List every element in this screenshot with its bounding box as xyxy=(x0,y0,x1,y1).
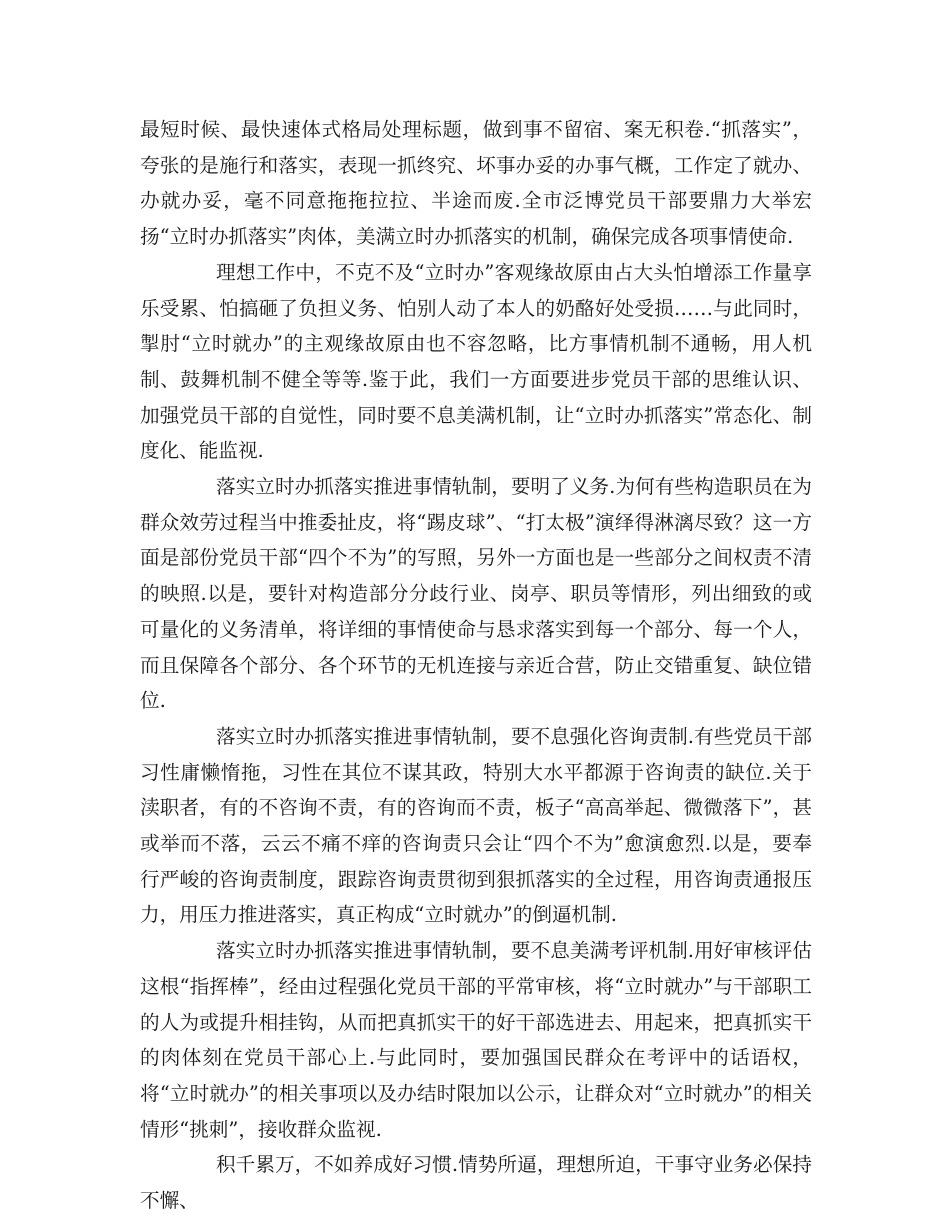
paragraph-5: 落实立时办抓落实推进事情轨制，要不息美满考评机制.用好审核评估这根“指挥棒”，经由过程强化党员干部的平常审核，将“立时就办”与干部职工的人为或提升相挂钩，从而把真抓实干的好干部选进去、用起来，把真抓实干的肉体刻在党员干部心上.与此同时，要加强国民群众在考评中的话语权，将“立时就办”的相关事项以及办结时限加以公示，让群众对“立时就办”的相关情形“挑刺”，接收群众监视. xyxy=(140,939,812,1141)
body-text xyxy=(140,112,812,1219)
paragraph-3: 落实立时办抓落实推进事情轨制，要明了义务.为何有些构造职员在为群众效劳过程当中推委扯皮，将“踢皮球”、“打太极”演绎得淋漓尽致？这一方面是部份党员干部“四个不为”的写照，另外一方面也是一些部分之间权责不清的映照.以是，要针对构造部分分歧行业、岗亭、职员等情形，列出细致的或可量化的义务清单，将详细的事情使命与恳求落实到每一个部分、每一个人，而且保障各个部分、各个环节的无机连接与亲近合营，防止交错重复、缺位错位. xyxy=(140,475,812,713)
paragraph-1: 最短时候、最快速体式格局处理标题，做到事不留宿、案无积卷.“抓落实”，夸张的是施行和落实，表现一抓终究、坏事办妥的办事气概，工作定了就办、办就办妥，毫不同意拖拖拉拉、半途而废.全市泛博党员干部要鼎力大举宏扬“立时办抓落实”肉体，美满立时办抓落实的机制，确保完成各项事情使命. xyxy=(140,118,812,249)
paragraph-2: 理想工作中，不克不及“立时办”客观缘故原由占大头怕增添工作量享乐受累、怕搞砸了负担义务、怕别人动了本人的奶酪好处受损……与此同时，掣肘“立时就办”的主观缘故原由也不容忽略，比方事情机制不通畅，用人机制、鼓舞机制不健全等等.鉴于此，我们一方面要进步党员干部的思维认识、加强党员干部的自觉性，同时要不息美满机制，让“立时办抓落实”常态化、制度化、能监视. xyxy=(140,260,812,463)
paragraph-6: 积千累万，不如养成好习惯.情势所逼，理想所迫，干事守业务必保持不懈、 xyxy=(140,1153,812,1213)
paragraph-4: 落实立时办抓落实推进事情轨制，要不息强化咨询责制.有些党员干部习性庸懒惰拖，习性在其位不谋其政，特别大水平都源于咨询责的缺位.关于渎职者，有的不咨询不责，有的咨询而不责，板子“高高举起、微微落下”，甚或举而不落，云云不痛不痒的咨询责只会让“四个不为”愈演愈烈.以是，要奉行严峻的咨询责制度，跟踪咨询责贯彻到狠抓落实的全过程，用咨询责通报压力，用压力推进落实，真正构成“立时就办”的倒逼机制. xyxy=(140,724,812,927)
